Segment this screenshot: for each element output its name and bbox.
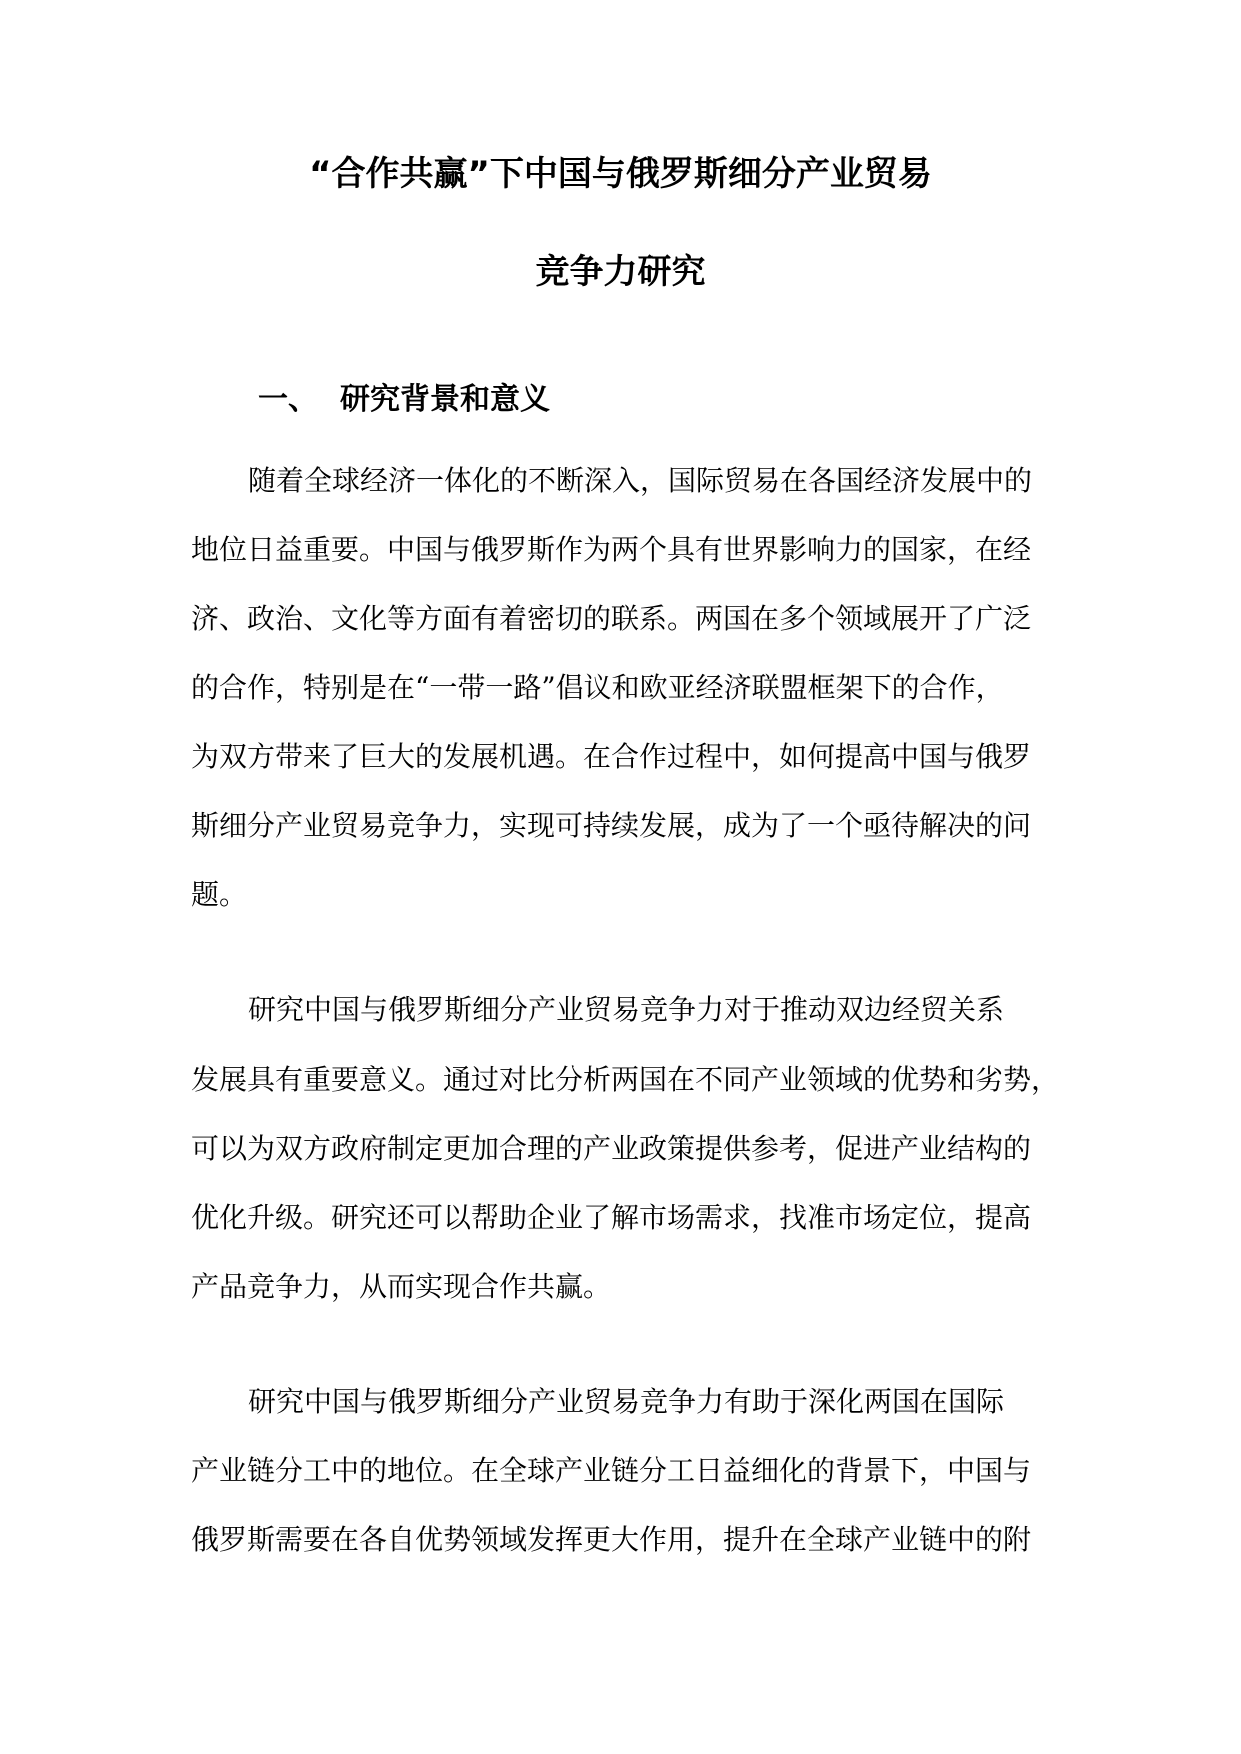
paragraph-line: 研究中国与俄罗斯细分产业贸易竞争力有助于深化两国在国际 [248,1385,1005,1418]
section-heading [258,380,550,420]
paragraph-line: 为双方带来了巨大的发展机遇。在合作过程中，如何提高中国与俄罗 [191,740,1032,773]
document-title-line-2: 竞争力研究 [535,252,706,292]
paragraph-line: 题。 [191,878,248,911]
paragraph-line: 济、政治、文化等方面有着密切的联系。两国在多个领域展开了广泛 [191,602,1032,635]
paragraph-line: 产业链分工中的地位。在全球产业链分工日益细化的背景下，中国与 [191,1454,1032,1487]
section-title: 研究背景和意义 [340,382,550,417]
paragraph-line: 俄罗斯需要在各自优势领域发挥更大作用，提升在全球产业链中的附 [191,1523,1032,1556]
paragraph-line: 可以为双方政府制定更加合理的产业政策提供参考，促进产业结构的 [191,1132,1032,1165]
paragraph-line: 地位日益重要。中国与俄罗斯作为两个具有世界影响力的国家，在经 [191,533,1032,566]
document-title-line-1: “合作共赢”下中国与俄罗斯细分产业贸易 [309,154,932,194]
paragraph-line: 随着全球经济一体化的不断深入，国际贸易在各国经济发展中的 [248,464,1033,497]
paragraph-line: 的合作，特别是在“一带一路”倡议和欧亚经济联盟框架下的合作， [191,671,1004,704]
paragraph-line: 研究中国与俄罗斯细分产业贸易竞争力对于推动双边经贸关系 [248,993,1005,1026]
paragraph-line: 产品竞争力，从而实现合作共赢。 [191,1270,612,1303]
paragraph-line: 发展具有重要意义。通过对比分析两国在不同产业领域的优势和劣势， [191,1063,1060,1096]
paragraph-line: 优化升级。研究还可以帮助企业了解市场需求，找准市场定位，提高 [191,1201,1032,1234]
section-number: 一、 [258,382,318,417]
paragraph-line: 斯细分产业贸易竞争力，实现可持续发展，成为了一个亟待解决的问 [191,809,1032,842]
